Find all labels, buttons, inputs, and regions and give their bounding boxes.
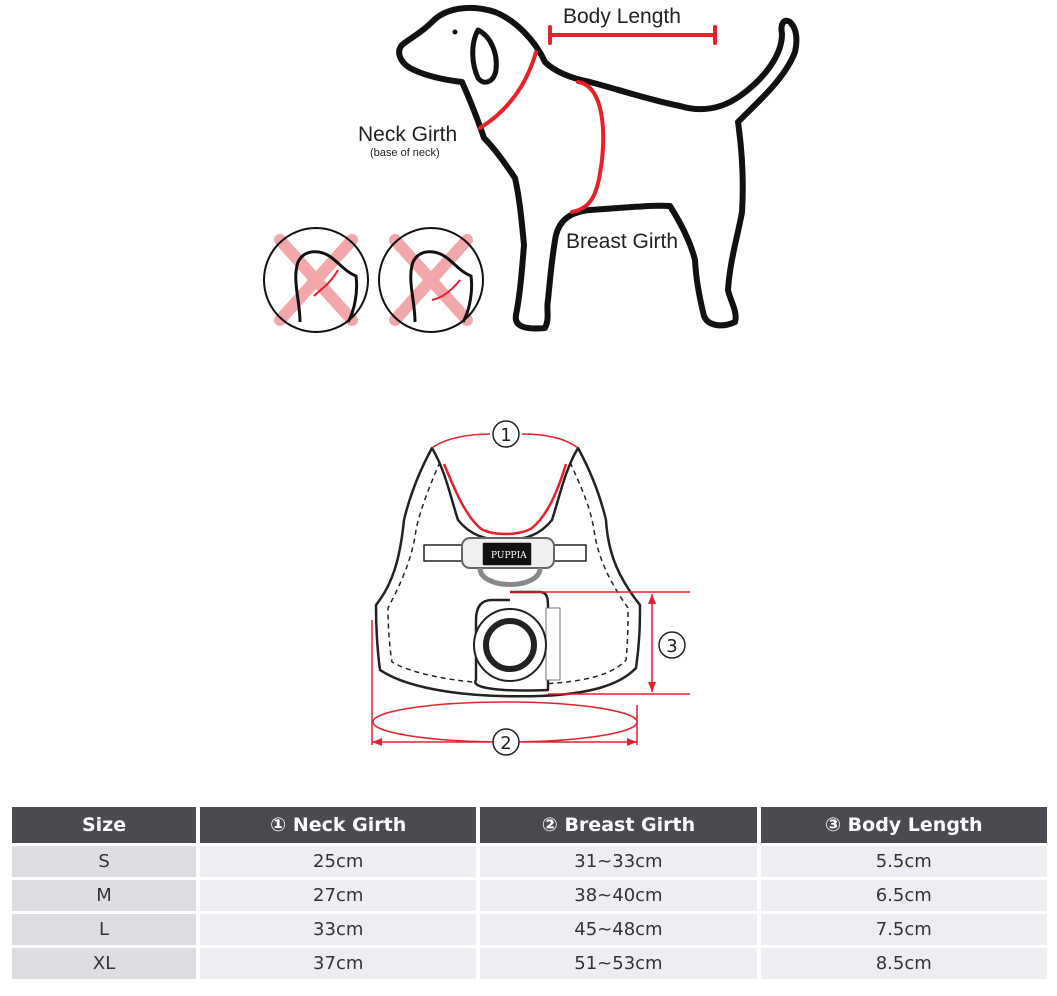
- body-length-cell: 5.5cm: [761, 846, 1047, 877]
- table-row: [12, 846, 1047, 877]
- table-header-row: [12, 807, 1047, 843]
- harness-measure-lines: [372, 434, 690, 745]
- harness-outline: [376, 448, 640, 696]
- neck-girth-label: Neck Girth: [358, 123, 458, 146]
- table-row: [12, 880, 1047, 911]
- header-neck-girth: ① Neck Girth: [200, 807, 476, 843]
- size-cell: S: [12, 846, 196, 877]
- table-row: [12, 914, 1047, 945]
- table-row: [12, 948, 1047, 979]
- breast-girth-cell: 45~48cm: [480, 914, 756, 945]
- neck-girth-mark: [480, 52, 536, 128]
- breast-girth-mark: [572, 82, 603, 212]
- svg-text:2: 2: [500, 733, 512, 754]
- header-breast-girth: ② Breast Girth: [480, 807, 756, 843]
- harness-marker-1: [493, 421, 519, 447]
- neck-girth-cell: 33cm: [200, 914, 476, 945]
- header-body-length: ③ Body Length: [761, 807, 1047, 843]
- header-size: Size: [12, 807, 196, 843]
- neck-girth-cell: 37cm: [200, 948, 476, 979]
- body-length-cell: 6.5cm: [761, 880, 1047, 911]
- harness-brand: PUPPIA: [491, 551, 527, 561]
- size-cell: M: [12, 880, 196, 911]
- neck-girth-note: (base of neck): [370, 147, 440, 159]
- neck-girth-cell: 25cm: [200, 846, 476, 877]
- size-cell: L: [12, 914, 196, 945]
- breast-girth-cell: 31~33cm: [480, 846, 756, 877]
- size-chart-table: [8, 804, 1051, 982]
- size-cell: XL: [12, 948, 196, 979]
- harness-marker-2: [493, 729, 519, 755]
- body-length-cell: 8.5cm: [761, 948, 1047, 979]
- neck-girth-cell: 27cm: [200, 880, 476, 911]
- body-length-label: Body Length: [563, 5, 681, 28]
- breast-girth-cell: 51~53cm: [480, 948, 756, 979]
- wrong-example-1: [264, 228, 368, 332]
- breast-girth-label: Breast Girth: [566, 230, 679, 253]
- harness-marker-3: [659, 632, 685, 658]
- svg-text:1: 1: [500, 425, 512, 446]
- body-length-cell: 7.5cm: [761, 914, 1047, 945]
- svg-text:3: 3: [666, 636, 678, 657]
- breast-girth-cell: 38~40cm: [480, 880, 756, 911]
- wrong-example-2: [379, 228, 483, 332]
